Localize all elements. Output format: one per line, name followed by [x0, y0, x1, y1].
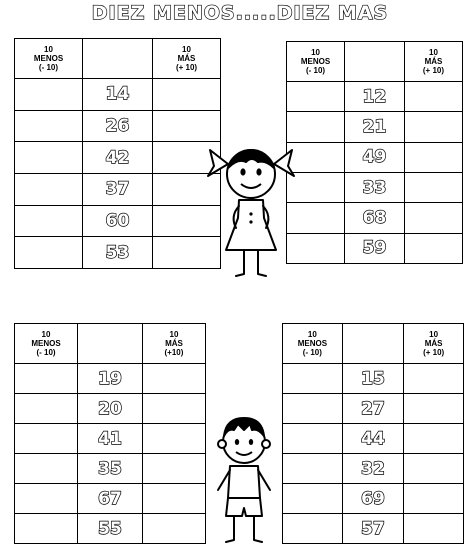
table-row — [283, 394, 464, 424]
table-row — [287, 233, 463, 263]
table-row — [15, 364, 206, 394]
answer-cell[interactable] — [142, 424, 205, 454]
answer-cell[interactable] — [404, 233, 462, 263]
table-row — [287, 142, 463, 172]
header-plus: 10 MÁS (+ 10) — [404, 42, 462, 82]
number-cell: 15 — [342, 364, 404, 394]
answer-cell[interactable] — [15, 79, 83, 111]
table-row — [15, 424, 206, 454]
table-bottom-left — [14, 323, 206, 544]
answer-cell[interactable] — [142, 394, 205, 424]
answer-cell[interactable] — [404, 514, 464, 544]
answer-cell[interactable] — [283, 394, 343, 424]
table-header-row — [15, 39, 221, 79]
answer-cell[interactable] — [15, 394, 78, 424]
table-bottom-right — [282, 323, 464, 544]
answer-cell[interactable] — [287, 82, 345, 112]
number-cell: 21 — [345, 112, 405, 142]
answer-cell[interactable] — [15, 364, 78, 394]
answer-cell[interactable] — [15, 514, 78, 544]
answer-cell[interactable] — [404, 112, 462, 142]
answer-cell[interactable] — [283, 514, 343, 544]
number-cell: 42 — [82, 142, 152, 174]
answer-cell[interactable] — [15, 173, 83, 205]
page-title: DIEZ MENOS.....DIEZ MAS — [91, 2, 389, 24]
header-minus: 10 MENOS (- 10) — [287, 42, 345, 82]
table-row — [15, 79, 221, 111]
table-header-row — [287, 42, 463, 82]
number-cell: 49 — [345, 142, 405, 172]
answer-cell[interactable] — [404, 454, 464, 484]
table-row — [15, 394, 206, 424]
number-cell: 20 — [78, 394, 143, 424]
answer-cell[interactable] — [15, 454, 78, 484]
header-blank — [342, 324, 404, 364]
answer-cell[interactable] — [142, 364, 205, 394]
table-row — [283, 454, 464, 484]
answer-cell[interactable] — [404, 172, 462, 202]
table-row — [287, 112, 463, 142]
header-minus: 10 MENOS (- 10) — [283, 324, 343, 364]
answer-cell[interactable] — [15, 205, 83, 237]
boy-figure — [208, 412, 280, 548]
number-cell: 14 — [82, 79, 152, 111]
number-cell: 27 — [342, 394, 404, 424]
table-row — [15, 514, 206, 544]
number-cell: 60 — [82, 205, 152, 237]
table-row — [15, 205, 221, 237]
table-top-left — [14, 38, 221, 269]
table-row — [283, 514, 464, 544]
number-cell: 33 — [345, 172, 405, 202]
number-cell: 44 — [342, 424, 404, 454]
table-row — [283, 364, 464, 394]
answer-cell[interactable] — [404, 364, 464, 394]
answer-cell[interactable] — [404, 142, 462, 172]
number-cell: 32 — [342, 454, 404, 484]
header-minus: 10 MENOS (- 10) — [15, 39, 83, 79]
answer-cell[interactable] — [404, 82, 462, 112]
table-row — [15, 237, 221, 269]
table-top-right — [286, 41, 463, 264]
number-cell: 59 — [345, 233, 405, 263]
table-row — [15, 142, 221, 174]
table-row — [15, 173, 221, 205]
table-header-row — [283, 324, 464, 364]
answer-cell[interactable] — [15, 110, 83, 142]
number-cell: 19 — [78, 364, 143, 394]
table-header-row — [15, 324, 206, 364]
number-cell: 69 — [342, 484, 404, 514]
answer-cell[interactable] — [404, 484, 464, 514]
table-row — [287, 82, 463, 112]
header-blank — [345, 42, 405, 82]
answer-cell[interactable] — [142, 514, 205, 544]
number-cell: 55 — [78, 514, 143, 544]
header-plus: 10 MÁS (+10) — [142, 324, 205, 364]
answer-cell[interactable] — [142, 484, 205, 514]
header-blank — [78, 324, 143, 364]
header-minus: 10 MENOS (- 10) — [15, 324, 78, 364]
number-cell: 12 — [345, 82, 405, 112]
answer-cell[interactable] — [142, 454, 205, 484]
number-cell: 35 — [78, 454, 143, 484]
answer-cell[interactable] — [404, 394, 464, 424]
answer-cell[interactable] — [404, 424, 464, 454]
table-row — [15, 110, 221, 142]
number-cell: 68 — [345, 203, 405, 233]
header-blank — [82, 39, 152, 79]
table-row — [287, 172, 463, 202]
table-row — [283, 424, 464, 454]
answer-cell[interactable] — [15, 142, 83, 174]
answer-cell[interactable] — [404, 203, 462, 233]
number-cell: 57 — [342, 514, 404, 544]
table-row — [15, 484, 206, 514]
number-cell: 67 — [78, 484, 143, 514]
answer-cell[interactable] — [283, 454, 343, 484]
number-cell: 26 — [82, 110, 152, 142]
answer-cell[interactable] — [283, 484, 343, 514]
answer-cell[interactable] — [283, 364, 343, 394]
answer-cell[interactable] — [15, 484, 78, 514]
table-row — [287, 203, 463, 233]
answer-cell[interactable] — [15, 237, 83, 269]
header-plus: 10 MÁS (+ 10) — [404, 324, 464, 364]
number-cell: 53 — [82, 237, 152, 269]
answer-cell[interactable] — [283, 424, 343, 454]
answer-cell[interactable] — [153, 79, 221, 111]
table-row — [283, 484, 464, 514]
table-row — [15, 454, 206, 484]
number-cell: 41 — [78, 424, 143, 454]
number-cell: 37 — [82, 173, 152, 205]
answer-cell[interactable] — [15, 424, 78, 454]
girl-figure — [206, 132, 296, 280]
header-plus: 10 MÁS (+ 10) — [153, 39, 221, 79]
